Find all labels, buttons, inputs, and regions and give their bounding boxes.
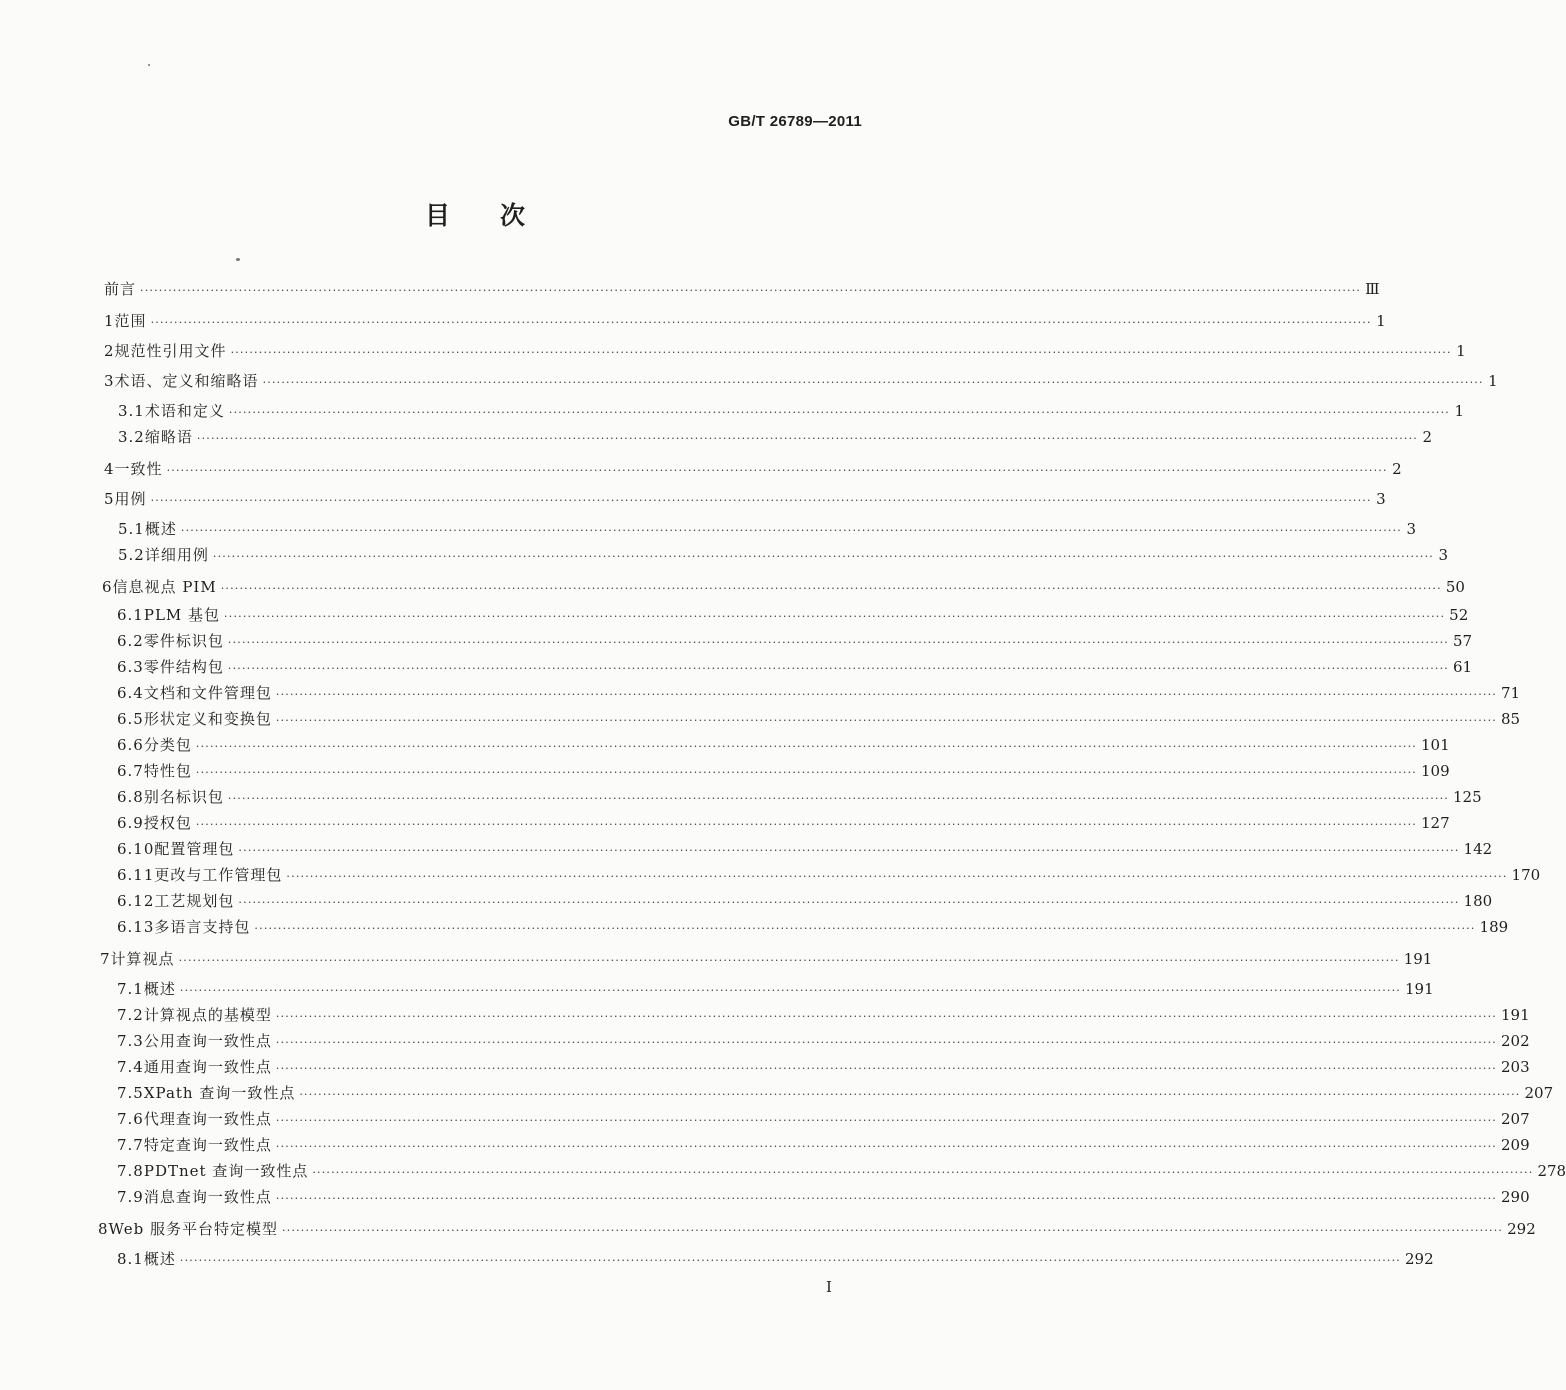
- toc-entry: [117, 656, 1473, 678]
- toc-leader-dots: ····································································································································································································································································: [220, 582, 1442, 595]
- toc-entry-label: PLM 基包: [143, 606, 221, 624]
- toc-entry: [100, 948, 1433, 970]
- toc-entry-number: 7.2: [117, 1006, 144, 1024]
- toc-entry-label: 一致性: [114, 460, 163, 478]
- toc-entry: [117, 1030, 1530, 1052]
- toc-leader-dots: ····································································································································································································································································: [275, 1062, 1497, 1075]
- toc-entry: [118, 426, 1432, 448]
- toc-leader-dots: ····································································································································································································································································: [166, 464, 1388, 477]
- toc-entry-number: 6.8: [117, 788, 144, 806]
- toc-entry-label: 特定查询一致性点: [143, 1136, 272, 1154]
- toc-entry-number: 2: [104, 342, 115, 360]
- toc-leader-dots: ····································································································································································································································································: [195, 766, 1417, 779]
- toc-leader-dots: ····································································································································································································································································: [224, 610, 1446, 623]
- toc-entry-page: 207: [1524, 1084, 1554, 1102]
- toc-entry: [118, 400, 1464, 422]
- toc-entry-number: 6.4: [117, 684, 144, 702]
- toc-entry: [117, 838, 1493, 860]
- toc-leader-dots: ····································································································································································································································································: [275, 1036, 1497, 1049]
- toc-entry-number: 6: [102, 578, 113, 596]
- toc-leader-dots: ····································································································································································································································································: [212, 550, 1434, 563]
- title-char-2: 次: [500, 201, 526, 230]
- toc-leader-dots: ····································································································································································································································································: [275, 1010, 1497, 1023]
- toc-entry: [117, 1186, 1530, 1208]
- toc-leader-dots: ····································································································································································································································································: [275, 1192, 1497, 1205]
- toc-leader-dots: ····································································································································································································································································: [140, 284, 1362, 297]
- toc-entry-page: 61: [1453, 658, 1473, 676]
- toc-entry-label: 术语、定义和缩略语: [114, 372, 259, 390]
- toc-leader-dots: ····································································································································································································································································: [275, 1140, 1497, 1153]
- toc-entry-number: 6.13: [117, 918, 155, 936]
- toc-entry: [117, 864, 1541, 886]
- toc-entry-page: 191: [1405, 980, 1434, 998]
- toc-entry: [117, 760, 1450, 782]
- toc-leader-dots: ····································································································································································································································································: [228, 406, 1450, 419]
- toc-entry-label: 概述: [144, 520, 177, 538]
- toc-entry-page: 142: [1463, 840, 1493, 858]
- toc-entry: [117, 1004, 1530, 1026]
- toc-leader-dots: ····································································································································································································································································: [275, 714, 1497, 727]
- toc-entry-label: 特性包: [143, 762, 192, 780]
- toc-entry-page: 1: [1376, 312, 1386, 330]
- toc-entry-number: 6.10: [117, 840, 155, 858]
- toc-entry-label: 术语和定义: [144, 402, 225, 420]
- toc-entry-label: 零件标识包: [143, 632, 224, 650]
- toc-entry-page: 209: [1501, 1136, 1530, 1154]
- toc-entry: [117, 1248, 1434, 1270]
- toc-leader-dots: ····································································································································································································································································: [312, 1166, 1534, 1179]
- toc-entry-page: 101: [1421, 736, 1450, 754]
- toc-entry-number: 6.6: [117, 736, 144, 754]
- toc-entry-label: 多语言支持包: [154, 918, 251, 936]
- toc-entry: [117, 812, 1450, 834]
- toc-entry-page: 292: [1405, 1250, 1434, 1268]
- toc-leader-dots: ····································································································································································································································································: [179, 1254, 1401, 1267]
- toc-leader-dots: ····································································································································································································································································: [238, 844, 1460, 857]
- toc-entry-label: 信息视点 PIM: [112, 578, 217, 596]
- toc-leader-dots: ····································································································································································································································································: [150, 316, 1372, 329]
- toc-entry: [117, 708, 1521, 730]
- toc-entry-number: 8: [98, 1220, 109, 1238]
- toc-leader-dots: ····································································································································································································································································: [195, 818, 1417, 831]
- toc-entry-page: 1: [1456, 342, 1466, 360]
- toc-entry-label: 详细用例: [144, 546, 209, 564]
- toc-entry: [117, 1108, 1530, 1130]
- toc-entry-number: 5: [104, 490, 115, 508]
- toc-entry-page: 127: [1421, 814, 1450, 832]
- toc-leader-dots: ····································································································································································································································································: [195, 740, 1417, 753]
- toc-entry-number: 7.7: [117, 1136, 144, 1154]
- toc-entry: [117, 604, 1469, 626]
- toc-leader-dots: ····································································································································································································································································: [230, 346, 1452, 359]
- toc-entry: [117, 890, 1493, 912]
- toc-entry-page: 125: [1453, 788, 1482, 806]
- toc-entry-label: XPath 查询一致性点: [143, 1084, 296, 1102]
- toc-entry-number: 7.6: [117, 1110, 144, 1128]
- toc-entry-number: 6.11: [117, 866, 155, 884]
- toc-entry-label: 概述: [143, 1250, 176, 1268]
- toc-entry-label: 工艺规划包: [154, 892, 235, 910]
- toc-entry-number: 1: [104, 312, 115, 330]
- toc-leader-dots: ····································································································································································································································································: [238, 896, 1460, 909]
- page-number: I: [826, 1278, 832, 1296]
- toc-entry: [104, 370, 1498, 392]
- toc-entry-page: 278: [1537, 1162, 1566, 1180]
- toc-entry-label: 分类包: [143, 736, 192, 754]
- toc-leader-dots: ····································································································································································································································································: [180, 524, 1402, 537]
- toc-entry-page: 71: [1501, 684, 1521, 702]
- toc-entry-page: 85: [1501, 710, 1521, 728]
- toc-leader-dots: ····································································································································································································································································: [150, 494, 1372, 507]
- toc-entry-number: 7.1: [117, 980, 144, 998]
- toc-entry-number: 7.5: [117, 1084, 144, 1102]
- toc-entry-number: 3: [104, 372, 115, 390]
- toc-entry-page: 207: [1501, 1110, 1530, 1128]
- toc-leader-dots: ····································································································································································································································································: [254, 922, 1476, 935]
- toc-entry-page: 292: [1507, 1220, 1536, 1238]
- toc-entry-label: 代理查询一致性点: [143, 1110, 272, 1128]
- toc-entry-label: 更改与工作管理包: [154, 866, 283, 884]
- toc-entry-page: 109: [1421, 762, 1450, 780]
- toc-entry-label: 计算视点: [110, 950, 175, 968]
- toc-entry-label: 授权包: [143, 814, 192, 832]
- toc-entry-page: 57: [1453, 632, 1473, 650]
- toc-leader-dots: ····································································································································································································································································: [299, 1088, 1521, 1101]
- toc-entry-number: 3.2: [118, 428, 145, 446]
- toc-leader-dots: ····································································································································································································································································: [227, 662, 1449, 675]
- toc-entry-number: 3.1: [118, 402, 145, 420]
- toc-entry: [118, 544, 1448, 566]
- toc-entry-label: 用例: [114, 490, 147, 508]
- title-char-1: 目: [424, 201, 450, 230]
- toc-entry-label: 配置管理包: [154, 840, 235, 858]
- toc-entry-number: 5.1: [118, 520, 145, 538]
- toc-entry-page: 180: [1463, 892, 1493, 910]
- toc-entry-number: 7: [100, 950, 111, 968]
- toc-entry-page: 170: [1511, 866, 1541, 884]
- toc-entry-label: 文档和文件管理包: [143, 684, 272, 702]
- toc-entry-number: 6.5: [117, 710, 144, 728]
- toc-entry-number: 6.7: [117, 762, 144, 780]
- toc-leader-dots: ····································································································································································································································································: [227, 792, 1449, 805]
- toc-entry-label: 通用查询一致性点: [143, 1058, 272, 1076]
- toc-entry: [117, 1160, 1566, 1182]
- toc-entry-page: 52: [1449, 606, 1469, 624]
- toc-leader-dots: ····································································································································································································································································: [227, 636, 1449, 649]
- toc-entry-label: 范围: [114, 312, 147, 330]
- toc-leader-dots: ····································································································································································································································································: [286, 870, 1508, 883]
- toc-entry-page: 50: [1445, 578, 1465, 596]
- toc-entry: [117, 1056, 1530, 1078]
- toc-entry-number: 4: [104, 460, 115, 478]
- toc-entry: [104, 278, 1380, 300]
- toc-entry-page: 2: [1422, 428, 1432, 446]
- toc-entry-number: 6.9: [117, 814, 144, 832]
- toc-entry: [117, 786, 1482, 808]
- toc-leader-dots: ····································································································································································································································································: [275, 688, 1497, 701]
- toc-entry: [102, 576, 1465, 598]
- toc-entry-label: 规范性引用文件: [114, 342, 227, 360]
- toc-entry: [117, 1134, 1530, 1156]
- toc-entry-number: 6.1: [117, 606, 144, 624]
- toc-entry-page: Ⅲ: [1365, 280, 1380, 298]
- toc-entry-label: Web 服务平台特定模型: [108, 1220, 278, 1238]
- toc-entry-number: 7.3: [117, 1032, 144, 1050]
- toc-entry-label: 概述: [143, 980, 176, 998]
- toc-entry: [98, 1218, 1536, 1240]
- toc-entry-page: 3: [1406, 520, 1416, 538]
- toc-entry-label: PDTnet 查询一致性点: [143, 1162, 309, 1180]
- toc-entry: [117, 1082, 1554, 1104]
- toc-entry-page: 189: [1479, 918, 1509, 936]
- toc-entry: [117, 978, 1434, 1000]
- scan-speck: [148, 64, 150, 66]
- toc-entry-label: 消息查询一致性点: [143, 1188, 272, 1206]
- toc-entry-page: 2: [1392, 460, 1402, 478]
- toc-entry: [117, 682, 1521, 704]
- scan-speck: [236, 258, 240, 261]
- toc-entry-number: 6.2: [117, 632, 144, 650]
- toc-entry-number: 7.9: [117, 1188, 144, 1206]
- toc-entry-label: 别名标识包: [143, 788, 224, 806]
- toc-leader-dots: ····································································································································································································································································: [179, 984, 1401, 997]
- toc-entry-page: 191: [1403, 950, 1433, 968]
- toc-leader-dots: ····································································································································································································································································: [275, 1114, 1497, 1127]
- toc-leader-dots: ····································································································································································································································································: [196, 432, 1418, 445]
- toc-entry-page: 202: [1501, 1032, 1530, 1050]
- toc-entry-number: 8.1: [117, 1250, 144, 1268]
- toc-entry-label: 计算视点的基模型: [143, 1006, 272, 1024]
- toc-leader-dots: ····································································································································································································································································: [282, 1224, 1504, 1237]
- toc-entry-number: 7.8: [117, 1162, 144, 1180]
- toc-leader-dots: ····································································································································································································································································: [178, 954, 1400, 967]
- toc-entry-label: 前言: [104, 280, 137, 298]
- toc-entry-page: 3: [1376, 490, 1386, 508]
- toc-entry-page: 1: [1488, 372, 1498, 390]
- toc-entry-label: 公用查询一致性点: [143, 1032, 272, 1050]
- toc-entry-page: 1: [1454, 402, 1464, 420]
- toc-entry-label: 形状定义和变换包: [143, 710, 272, 728]
- toc-entry-label: 缩略语: [144, 428, 193, 446]
- toc-entry: [104, 458, 1402, 480]
- toc-leader-dots: ····································································································································································································································································: [262, 376, 1484, 389]
- toc-entry: [118, 518, 1416, 540]
- toc-entry: [117, 916, 1509, 938]
- toc-entry-number: 6.12: [117, 892, 155, 910]
- toc-entry-page: 3: [1438, 546, 1448, 564]
- toc-entry: [117, 734, 1450, 756]
- toc-entry-page: 191: [1501, 1006, 1530, 1024]
- toc-entry-page: 203: [1501, 1058, 1530, 1076]
- toc-entry-page: 290: [1501, 1188, 1530, 1206]
- toc-entry-number: 6.3: [117, 658, 144, 676]
- toc-entry: [104, 340, 1466, 362]
- toc-entry: [104, 488, 1386, 510]
- toc-entry-number: 5.2: [118, 546, 145, 564]
- toc-entry-label: 零件结构包: [143, 658, 224, 676]
- toc-entry-number: 7.4: [117, 1058, 144, 1076]
- toc-entry: [104, 310, 1386, 332]
- toc-entry: [117, 630, 1473, 652]
- standard-code: GB/T 26789—2011: [728, 113, 862, 130]
